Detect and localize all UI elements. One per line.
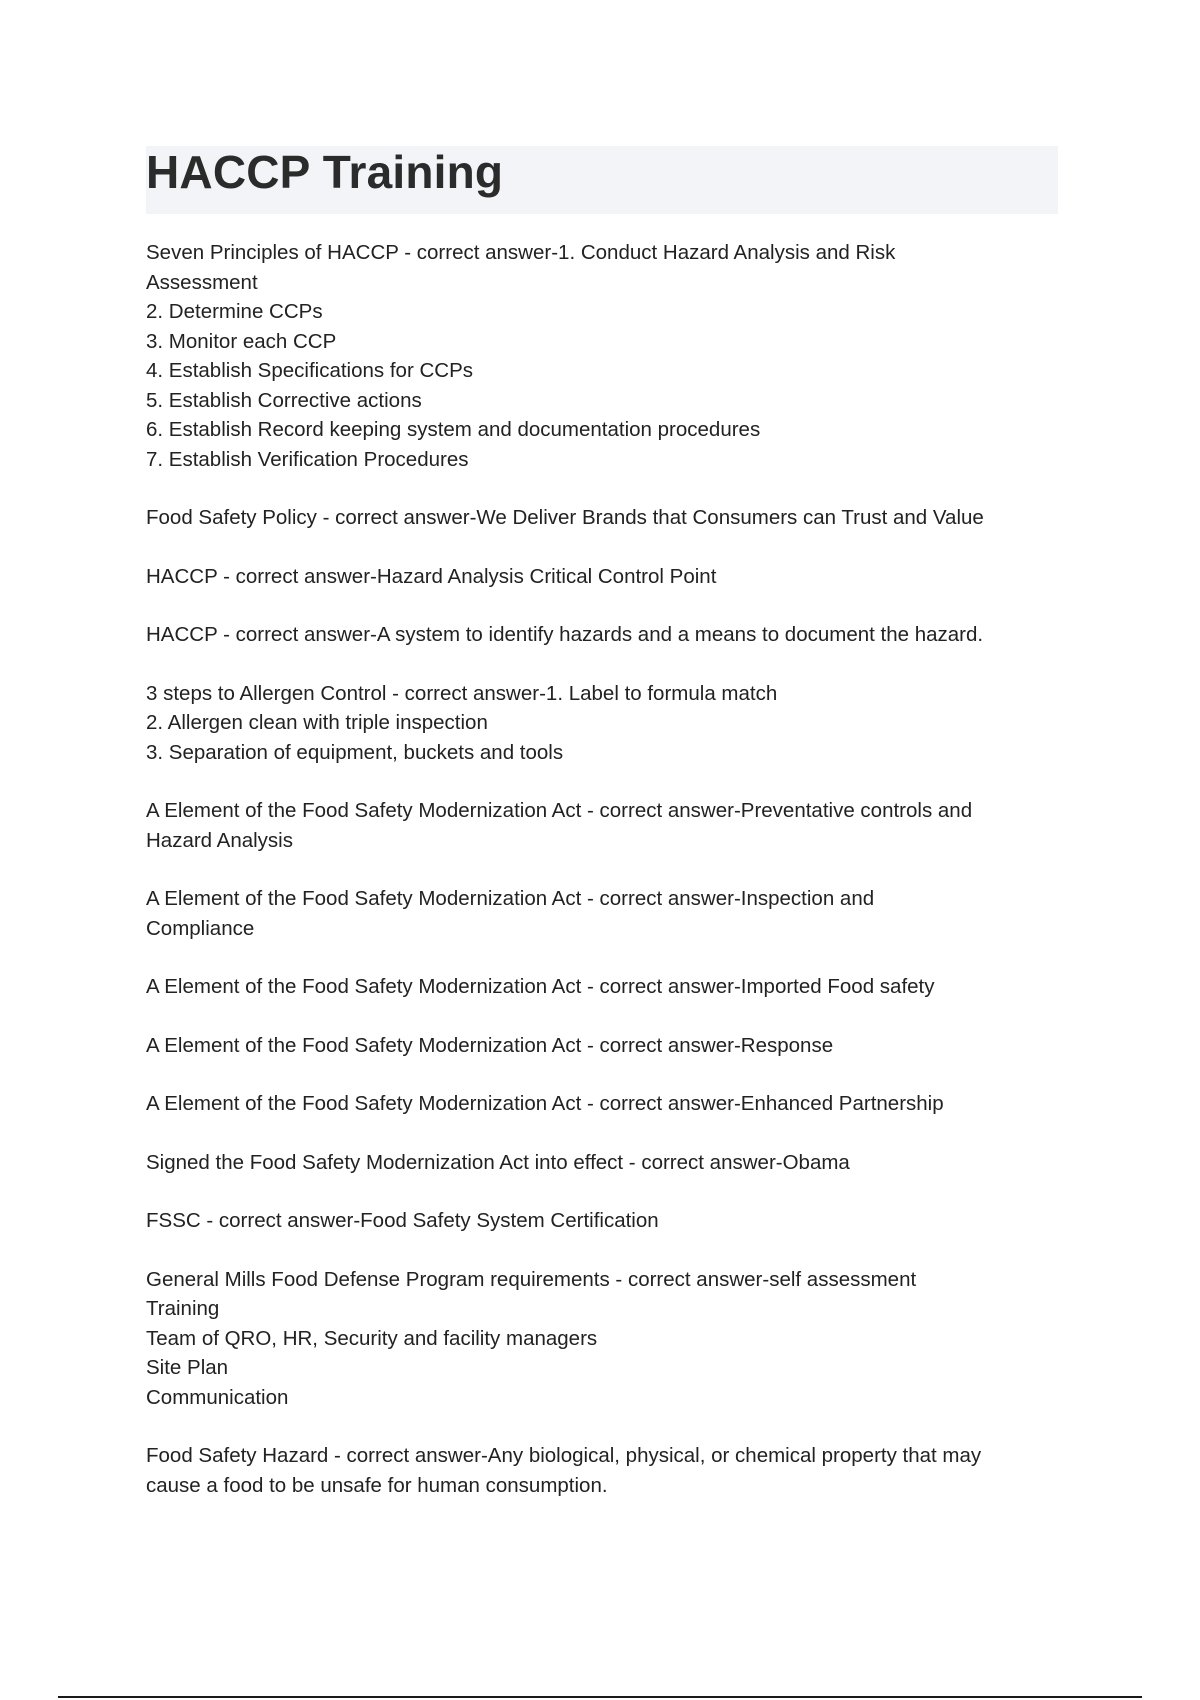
qa-entry-fsma-response bbox=[146, 1031, 1076, 1061]
entry-line: 2. Determine CCPs bbox=[146, 300, 323, 323]
footer-divider bbox=[58, 1696, 1142, 1698]
qa-entry-fsma-partnership bbox=[146, 1089, 1076, 1119]
entry-line: A Element of the Food Safety Modernization Act - correct answer-Imported Food safety bbox=[146, 975, 935, 998]
entry-line: Site Plan bbox=[146, 1356, 229, 1379]
qa-entry-fsma-signed bbox=[146, 1148, 1076, 1178]
entry-line: Signed the Food Safety Modernization Act into effect - correct answer-Obama bbox=[146, 1150, 850, 1174]
entry-line: Food Safety Hazard - correct answer-Any biological, physical, or chemical property that may bbox=[146, 1444, 982, 1467]
qa-entry-fsma-inspection bbox=[146, 884, 1076, 943]
entry-line: Compliance bbox=[146, 916, 255, 940]
entry-line: 7. Establish Verification Procedures bbox=[146, 447, 469, 471]
entry-line: Training bbox=[146, 1297, 220, 1320]
entry-line: A Element of the Food Safety Modernization Act - correct answer-Response bbox=[146, 1033, 834, 1057]
qa-entry-seven-principles bbox=[146, 238, 1076, 474]
qa-entry-food-defense bbox=[146, 1265, 1076, 1413]
entry-line: HACCP - correct answer-Hazard Analysis Critical Control Point bbox=[146, 564, 717, 588]
entry-line: 2. Allergen clean with triple inspection bbox=[146, 711, 488, 734]
entry-line: Seven Principles of HACCP - correct answer-1. Conduct Hazard Analysis and Risk bbox=[146, 241, 896, 264]
qa-entry-fsma-preventative bbox=[146, 796, 1076, 855]
qa-entry-food-safety-hazard bbox=[146, 1441, 1076, 1500]
entry-line: FSSC - correct answer-Food Safety System Certification bbox=[146, 1209, 659, 1232]
entry-line: 4. Establish Specifications for CCPs bbox=[146, 359, 473, 382]
entry-line: Assessment bbox=[146, 270, 258, 294]
qa-entry-fssc bbox=[146, 1206, 1076, 1236]
entry-line: Team of QRO, HR, Security and facility managers bbox=[146, 1326, 598, 1350]
entry-line: 5. Establish Corrective actions bbox=[146, 388, 422, 412]
qa-entry-haccp-definition bbox=[146, 620, 1076, 650]
entry-line: Food Safety Policy - correct answer-We Deliver Brands that Consumers can Trust and Value bbox=[146, 506, 984, 529]
entry-line: 3. Separation of equipment, buckets and tools bbox=[146, 740, 564, 764]
entry-line: 6. Establish Record keeping system and documentation procedures bbox=[146, 418, 761, 441]
qa-entry-allergen-control bbox=[146, 679, 1076, 768]
entry-line: HACCP - correct answer-A system to identify hazards and a means to document the hazard. bbox=[146, 623, 984, 646]
entry-line: A Element of the Food Safety Modernization Act - correct answer-Preventative controls and bbox=[146, 799, 973, 822]
qa-entry-fsma-imported bbox=[146, 972, 1076, 1002]
qa-entry-food-safety-policy bbox=[146, 503, 1076, 533]
entry-line: cause a food to be unsafe for human consumption. bbox=[146, 1473, 608, 1497]
page-title: HACCP Training bbox=[146, 146, 504, 198]
qa-list bbox=[146, 238, 1076, 1529]
entry-line: Hazard Analysis bbox=[146, 828, 293, 852]
entry-line: A Element of the Food Safety Modernization Act - correct answer-Inspection and bbox=[146, 887, 875, 910]
entry-line: 3 steps to Allergen Control - correct answer-1. Label to formula match bbox=[146, 681, 778, 705]
entry-line: Communication bbox=[146, 1385, 289, 1409]
entry-line: 3. Monitor each CCP bbox=[146, 329, 337, 353]
qa-entry-haccp-acronym bbox=[146, 562, 1076, 592]
entry-line: General Mills Food Defense Program requirements - correct answer-self assessment bbox=[146, 1267, 917, 1291]
entry-line: A Element of the Food Safety Modernization Act - correct answer-Enhanced Partnership bbox=[146, 1092, 944, 1115]
